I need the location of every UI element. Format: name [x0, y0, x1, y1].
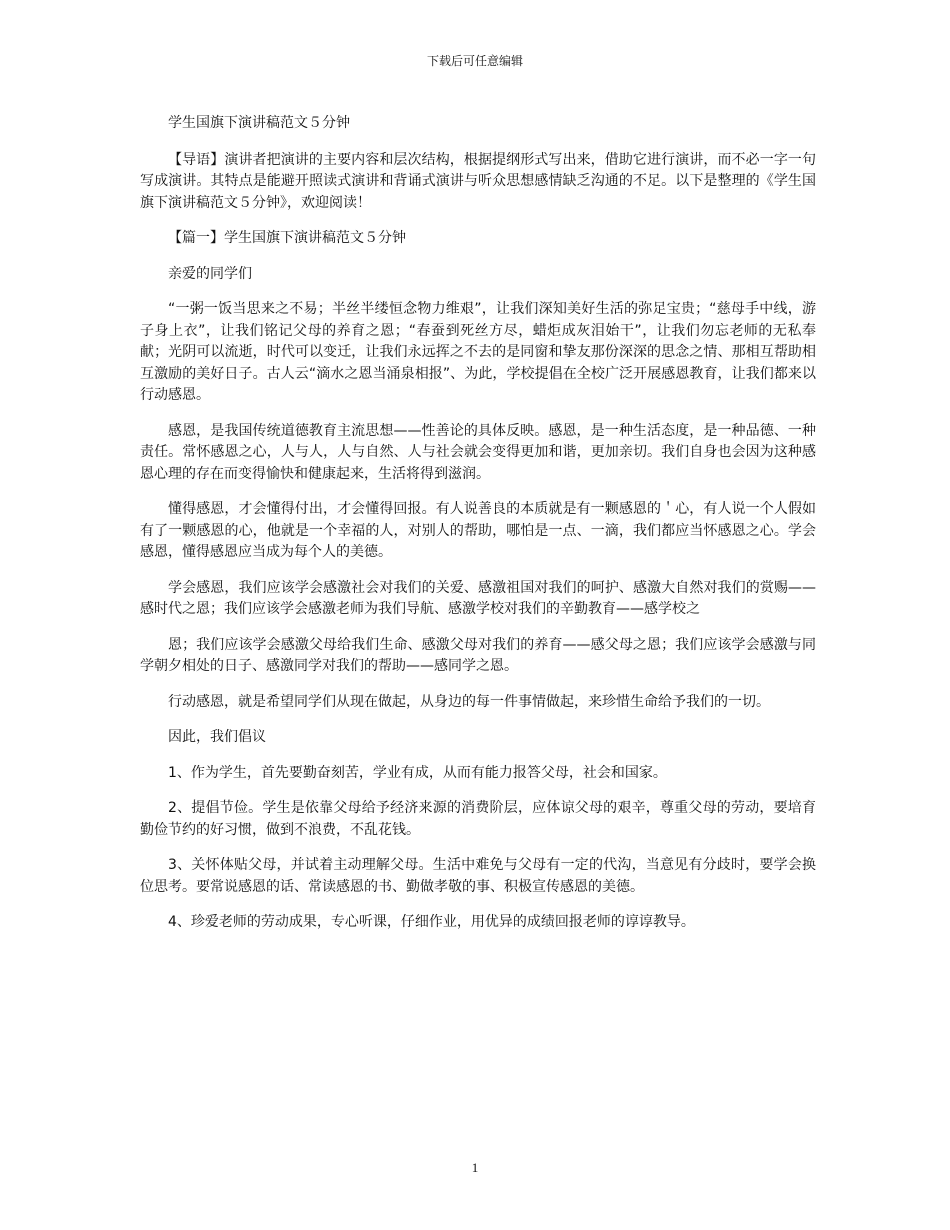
- list-item: 4、珍爱老师的劳动成果，专心听课，仔细作业，用优异的成绩回报老师的谆谆教导。: [168, 914, 695, 930]
- document-title: 学生国旗下演讲稿范文５分钟: [168, 115, 350, 131]
- paragraph-section-heading: 【篇一】学生国旗下演讲稿范文５分钟: [168, 230, 406, 246]
- list-item: 3、关怀体贴父母，并试着主动理解父母。生活中难免与父母有一定的代沟，当意见有分歧时，要学会换位思考。要常说感恩的话、常读感恩的书、勤做孝敬的事、积极宣传感恩的美德。: [140, 857, 816, 895]
- paragraph: 因此，我们倡议: [168, 729, 266, 745]
- paragraph-intro: 【导语】演讲者把演讲的主要内容和层次结构，根据提纲形式写出来，借助它进行演讲，而不必一字一句写成演讲。其特点是能避开照读式演讲和背诵式演讲与听众思想感情缺乏沟通的不足。以下是整理的《学生国旗下演讲稿范文５分钟》，欢迎阅读！: [140, 151, 816, 211]
- header-note: 下载后可任意编辑: [426, 54, 523, 68]
- list-item: 2、提倡节俭。学生是依靠父母给予经济来源的消费阶层，应体谅父母的艰辛，尊重父母的劳动，要培育勤俭节约的好习惯，做到不浪费，不乱花钱。: [140, 800, 816, 838]
- page-number: 1: [471, 1160, 479, 1175]
- paragraph: 懂得感恩，才会懂得付出，才会懂得回报。有人说善良的本质就是有一颗感恩的＇心，有人说一个人假如有了一颗感恩的心，他就是一个幸福的人，对别人的帮助，哪怕是一点、一滴，我们都应当怀感恩之心。学会感恩，懂得感恩应当成为每个人的美德。: [140, 501, 816, 560]
- paragraph: 行动感恩，就是希望同学们从现在做起，从身边的每一件事情做起，来珍惜生命给予我们的一切。: [168, 693, 770, 710]
- paragraph-salutation: 亲爱的同学们: [168, 265, 252, 282]
- document-body: [140, 113, 816, 948]
- paragraph: 感恩，是我国传统道德教育主流思想——性善论的具体反映。感恩，是一种生活态度，是一种品德、一种责任。常怀感恩之心，人与人，人与自然、人与社会就会变得更加和谐，更加亲切。我们自身也会因为这种感恩心理的存在而变得愉快和健康起来，生活将得到滋润。: [140, 422, 816, 482]
- list-item: 1、作为学生，首先要勤奋刻苦，学业有成，从而有能力报答父母，社会和国家。: [168, 764, 667, 781]
- paragraph: 恩；我们应该学会感激父母给我们生命、感激父母对我们的养育——感父母之恩；我们应该学会感激与同学朝夕相处的日子、感激同学对我们的帮助——感同学之恩。: [140, 636, 816, 674]
- paragraph: “一粥一饭当思来之不易；半丝半缕恒念物力维艰”，让我们深知美好生活的弥足宝贵；“慈母手中线，游子身上衣”，让我们铭记父母的养育之恩；“春蚕到死丝方尽，蜡炬成灰泪始干”，让我们勿忘老师的无私奉献；光阴可以流逝，时代可以变迁，让我们永远挥之不去的是同窗和挚友那份深深的思念之情、那相互帮助相互激励的美好日子。古人云“滴水之恩当涌泉相报”、为此，学校提倡在全校广泛开展感恩教育，让我们都来以行动感恩。: [140, 301, 816, 403]
- paragraph: 学会感恩，我们应该学会感激社会对我们的关爱、感激祖国对我们的呵护、感激大自然对我们的赏赐——感时代之恩；我们应该学会感激老师为我们导航、感激学校对我们的辛勤教育——感学校之: [140, 579, 816, 617]
